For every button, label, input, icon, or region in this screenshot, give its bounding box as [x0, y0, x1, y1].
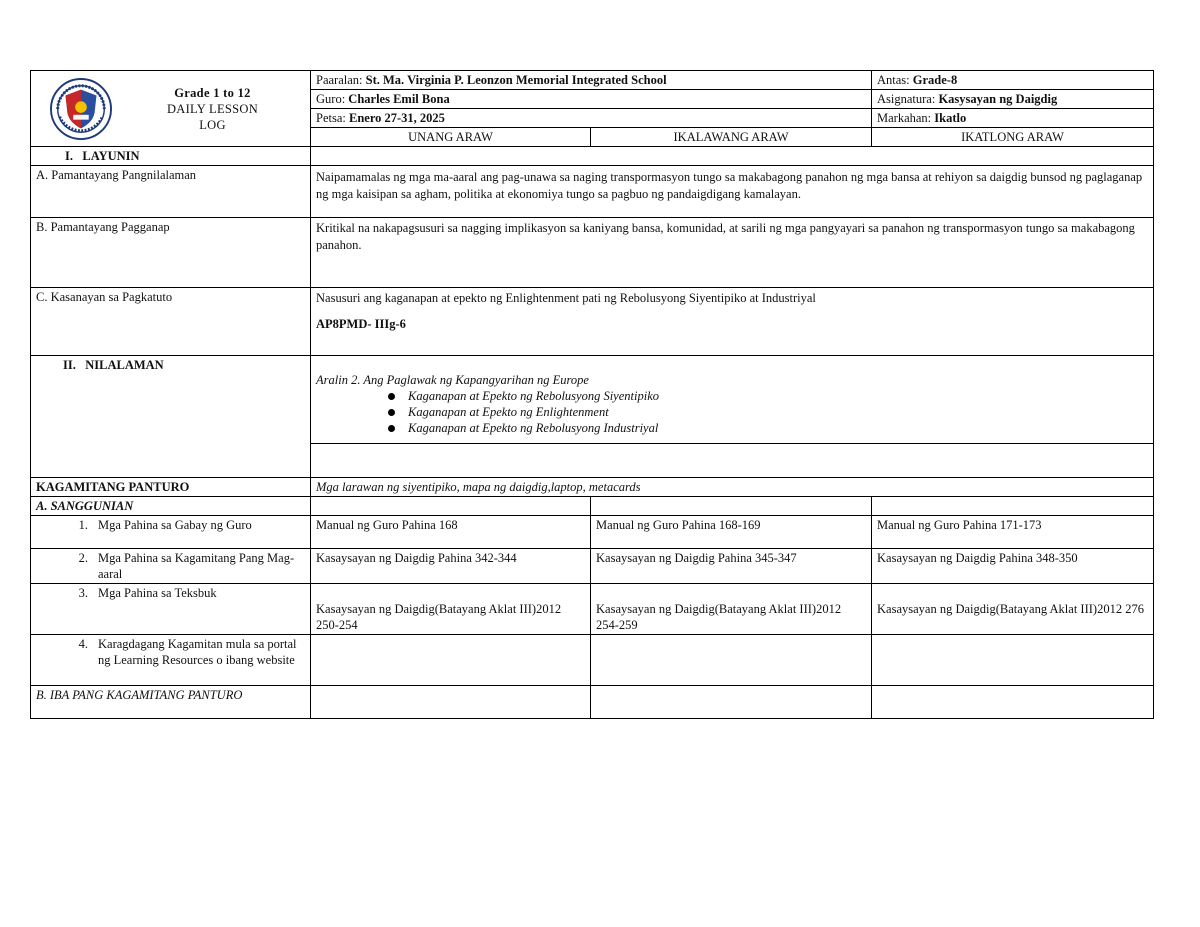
day2-header: IKALAWANG ARAW — [591, 128, 872, 147]
kasanayan-label: C. Kasanayan sa Pagkatuto — [31, 288, 311, 356]
reference-day3: Manual ng Guro Pahina 171-173 — [872, 516, 1154, 549]
kasanayan-code: AP8PMD- IIIg-6 — [316, 317, 406, 331]
sanggunian-row — [31, 497, 1154, 516]
reference-day2: Manual ng Guro Pahina 168-169 — [591, 516, 872, 549]
reference-number: 3. — [78, 586, 88, 600]
lesson-log-table — [30, 70, 1154, 719]
reference-label: Mga Pahina sa Teksbuk — [98, 586, 217, 600]
reference-label-cell — [31, 516, 311, 549]
quarter-cell — [872, 109, 1154, 128]
teacher-label: Guro: — [316, 92, 346, 106]
date-label: Petsa: — [316, 111, 346, 125]
quarter-value: Ikatlo — [934, 111, 967, 125]
reference-day2: Kasaysayan ng Daigdig Pahina 345-347 — [591, 549, 872, 584]
reference-number: 1. — [78, 518, 88, 532]
subject-cell — [872, 90, 1154, 109]
reference-label-cell — [31, 549, 311, 584]
school-value: St. Ma. Virginia P. Leonzon Memorial Integrated School — [365, 73, 667, 87]
reference-day3: Kasaysayan ng Daigdig(Batayang Aklat III)2012 276 — [872, 584, 1154, 635]
date-cell — [311, 109, 872, 128]
reference-day2 — [591, 635, 872, 686]
topic-item: Kaganapan at Epekto ng Enlightenment — [408, 404, 1148, 420]
aralin-title: Aralin 2. Ang Paglawak ng Kapangyarihan ng Europe — [316, 373, 589, 387]
level-label: Antas: — [877, 73, 910, 87]
layunin-heading-blank — [311, 147, 1154, 166]
teacher-value: Charles Emil Bona — [348, 92, 450, 106]
kagamitan-row — [31, 478, 1154, 497]
iba-pang-day3 — [872, 686, 1154, 719]
level-cell — [872, 71, 1154, 90]
daily-lesson-log-sheet — [30, 70, 1153, 719]
teacher-cell — [311, 90, 872, 109]
pamantayang-pangnilalaman-label: A. Pamantayang Pangnilalaman — [31, 166, 311, 218]
subject-label: Asignatura: — [877, 92, 936, 106]
day1-header: UNANG ARAW — [311, 128, 591, 147]
reference-row — [31, 549, 1154, 584]
pamantayang-pangnilalaman-row — [31, 166, 1154, 218]
kagamitan-heading: KAGAMITANG PANTURO — [31, 478, 311, 497]
school-cell — [311, 71, 872, 90]
reference-day3: Kasaysayan ng Daigdig Pahina 348-350 — [872, 549, 1154, 584]
reference-day2: Kasaysayan ng Daigdig(Batayang Aklat III)2012 254-259 — [591, 584, 872, 635]
header-logo-cell — [31, 71, 311, 147]
layunin-heading-row — [31, 147, 1154, 166]
reference-day1: Kasaysayan ng Daigdig(Batayang Aklat III)2012 250-254 — [311, 584, 591, 635]
topic-item: Kaganapan at Epekto ng Rebolusyong Siyentipiko — [408, 388, 1148, 404]
kasanayan-row — [31, 288, 1154, 356]
kasanayan-text: Nasusuri ang kaganapan at epekto ng Enlightenment pati ng Rebolusyong Siyentipiko at Industriyal — [316, 291, 816, 305]
pamantayang-pangnilalaman-text: Naipamamalas ng mga ma-aaral ang pag-unawa sa naging transpormasyon tungo sa makabagong panahon ng mga bansa at rehiyon sa daigdig bunsod ng paglaganap ng mga kaisipan sa agham, politika at ekonomiya tungo sa pagbuo ng pandaigdigang kamalayan. — [311, 166, 1154, 218]
iba-pang-row — [31, 686, 1154, 719]
reference-row — [31, 516, 1154, 549]
kasanayan-cell — [311, 288, 1154, 356]
reference-row — [31, 635, 1154, 686]
nilalaman-row — [31, 356, 1154, 444]
doc-title-block — [120, 85, 305, 133]
nilalaman-heading: II. NILALAMAN — [31, 356, 311, 478]
level-value: Grade-8 — [912, 73, 958, 87]
deped-seal-icon — [50, 78, 112, 140]
pamantayang-pagganap-label: B. Pamantayang Pagganap — [31, 218, 311, 288]
reference-number: 4. — [78, 637, 88, 651]
pamantayang-pagganap-row — [31, 218, 1154, 288]
doc-title-line1: DAILY LESSON — [166, 101, 259, 116]
kagamitan-materials: Mga larawan ng siyentipiko, mapa ng daigdig,laptop, metacards — [311, 478, 1154, 497]
sanggunian-heading: A. SANGGUNIAN — [31, 497, 311, 516]
reference-day1: Kasaysayan ng Daigdig Pahina 342-344 — [311, 549, 591, 584]
header-row-school — [31, 71, 1154, 90]
reference-label: Karagdagang Kagamitan mula sa portal ng Learning Resources o ibang website — [98, 637, 297, 667]
reference-number: 2. — [78, 551, 88, 565]
reference-label: Mga Pahina sa Gabay ng Guro — [98, 518, 252, 532]
grade-range: Grade 1 to 12 — [174, 85, 251, 100]
date-value: Enero 27-31, 2025 — [348, 111, 445, 125]
reference-day3 — [872, 635, 1154, 686]
day3-header: IKATLONG ARAW — [872, 128, 1154, 147]
pamantayang-pagganap-text: Kritikal na nakapagsusuri sa nagging implikasyon sa kaniyang bansa, komunidad, at sarili ng mga pangyayari sa panahon ng transpormasyon tungo sa makabagong panahon. — [311, 218, 1154, 288]
school-label: Paaralan: — [316, 73, 363, 87]
doc-title-line2: LOG — [199, 117, 226, 132]
sanggunian-blank-3 — [872, 497, 1154, 516]
sanggunian-blank-1 — [311, 497, 591, 516]
reference-label-cell — [31, 584, 311, 635]
iba-pang-day2 — [591, 686, 872, 719]
subject-value: Kasysayan ng Daigdig — [938, 92, 1058, 106]
reference-day1: Manual ng Guro Pahina 168 — [311, 516, 591, 549]
nilalaman-content-cell — [311, 356, 1154, 444]
quarter-label: Markahan: — [877, 111, 932, 125]
nilalaman-blank-cell — [311, 444, 1154, 478]
reference-label: Mga Pahina sa Kagamitang Pang Mag-aaral — [98, 551, 295, 581]
sanggunian-blank-2 — [591, 497, 872, 516]
reference-label-cell — [31, 635, 311, 686]
iba-pang-day1 — [311, 686, 591, 719]
topic-list — [316, 388, 1148, 436]
reference-row — [31, 584, 1154, 635]
reference-day1 — [311, 635, 591, 686]
iba-pang-heading: B. IBA PANG KAGAMITANG PANTURO — [31, 686, 311, 719]
layunin-heading: I. LAYUNIN — [31, 147, 311, 166]
topic-item: Kaganapan at Epekto ng Rebolusyong Industriyal — [408, 420, 1148, 436]
